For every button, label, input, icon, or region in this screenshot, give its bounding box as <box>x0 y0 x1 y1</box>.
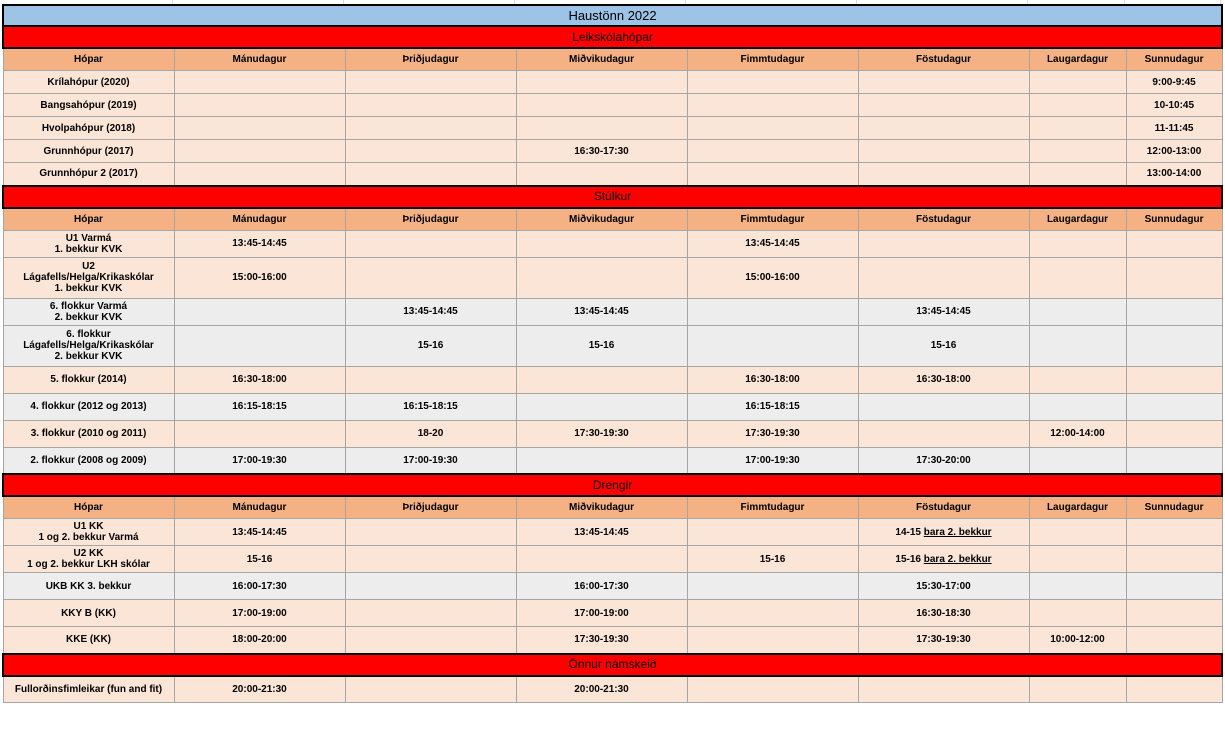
time-cell[interactable] <box>174 420 345 447</box>
time-cell[interactable]: 13:45-14:45 <box>174 519 345 546</box>
header-day[interactable]: Fimmtudagur <box>687 496 858 519</box>
group-name-cell[interactable]: U1 Varmá 1. bekkur KVK <box>3 230 174 257</box>
group-name-cell[interactable]: KKE (KK) <box>3 627 174 654</box>
time-cell[interactable] <box>1126 420 1222 447</box>
table-row <box>3 420 1222 447</box>
group-name-cell[interactable]: KKY B (KK) <box>3 600 174 627</box>
time-cell[interactable] <box>687 573 858 600</box>
time-cell[interactable] <box>345 163 516 186</box>
table-row <box>3 393 1222 420</box>
time-cell[interactable]: 15-16 <box>516 325 687 366</box>
time-cell[interactable] <box>687 163 858 186</box>
time-cell[interactable] <box>345 71 516 94</box>
time-cell[interactable] <box>345 546 516 573</box>
group-name-cell[interactable]: 5. flokkur (2014) <box>3 366 174 393</box>
time-cell[interactable]: 10:00-12:00 <box>1029 627 1126 654</box>
time-cell[interactable] <box>516 393 687 420</box>
header-day[interactable]: Fimmtudagur <box>687 48 858 71</box>
time-cell[interactable]: 17:00-19:00 <box>174 600 345 627</box>
table-row <box>3 600 1222 627</box>
header-day[interactable]: Sunnudagur <box>1126 48 1222 71</box>
group-name-cell[interactable]: 3. flokkur (2010 og 2011) <box>3 420 174 447</box>
group-name-cell[interactable]: 4. flokkur (2012 og 2013) <box>3 393 174 420</box>
time-cell[interactable] <box>516 71 687 94</box>
time-cell[interactable]: 18:00-20:00 <box>174 627 345 654</box>
time-cell[interactable]: 11-11:45 <box>1126 117 1222 140</box>
group-name-cell[interactable]: Grunnhópur 2 (2017) <box>3 163 174 186</box>
header-day[interactable]: Fimmtudagur <box>687 208 858 231</box>
note-underlined: bara 2. bekkur <box>923 553 992 565</box>
header-day[interactable]: Miðvikudagur <box>516 496 687 519</box>
time-cell[interactable] <box>1029 117 1126 140</box>
time-cell[interactable]: 15:30-17:00 <box>858 573 1029 600</box>
table-row <box>3 366 1222 393</box>
table-row <box>3 546 1222 573</box>
group-name-cell[interactable]: U2 Lágafells/Helga/Krikaskólar 1. bekkur KVK <box>3 257 174 298</box>
header-groups[interactable]: Hópar <box>3 208 174 231</box>
header-day[interactable]: Miðvikudagur <box>516 48 687 71</box>
section-title[interactable]: Leikskólahópar <box>3 26 1222 48</box>
header-day[interactable]: Miðvikudagur <box>516 208 687 231</box>
time-cell[interactable] <box>1029 393 1126 420</box>
table-row <box>3 71 1222 94</box>
section-row <box>3 26 1222 48</box>
table-row <box>3 676 1222 703</box>
table-row <box>3 94 1222 117</box>
group-name-cell[interactable]: Fullorðinsfimleikar (fun and fit) <box>3 676 174 703</box>
header-day[interactable]: Laugardagur <box>1029 208 1126 231</box>
time-cell[interactable] <box>1126 298 1222 325</box>
time-cell[interactable] <box>1126 257 1222 298</box>
time-cell[interactable] <box>858 420 1029 447</box>
time-cell[interactable]: 13:45-14:45 <box>516 519 687 546</box>
time-cell[interactable]: 12:00-14:00 <box>1029 420 1126 447</box>
time-cell[interactable] <box>687 140 858 163</box>
header-day[interactable]: Þriðjudagur <box>345 496 516 519</box>
time-cell[interactable] <box>174 117 345 140</box>
time-cell[interactable] <box>345 627 516 654</box>
time-cell[interactable] <box>516 163 687 186</box>
time-cell[interactable]: 13:45-14:45 <box>345 298 516 325</box>
time-cell[interactable] <box>516 230 687 257</box>
time-cell[interactable] <box>858 163 1029 186</box>
header-day[interactable]: Föstudagur <box>858 48 1029 71</box>
time-cell[interactable]: 17:30-19:30 <box>858 627 1029 654</box>
time-cell[interactable] <box>1126 393 1222 420</box>
group-name-cell[interactable]: 6. flokkur Lágafells/Helga/Krikaskólar 2. bekkur KVK <box>3 325 174 366</box>
time-cell[interactable]: 13:45-14:45 <box>687 230 858 257</box>
time-cell[interactable] <box>1029 94 1126 117</box>
time-cell[interactable]: 16:30-18:00 <box>687 366 858 393</box>
group-name-cell[interactable]: 2. flokkur (2008 og 2009) <box>3 447 174 474</box>
time-cell[interactable] <box>1126 600 1222 627</box>
time-cell[interactable]: 17:00-19:00 <box>516 600 687 627</box>
time-cell[interactable] <box>516 94 687 117</box>
time-cell[interactable]: 16:30-17:30 <box>516 140 687 163</box>
group-name-cell[interactable]: Grunnhópur (2017) <box>3 140 174 163</box>
time-cell[interactable] <box>687 71 858 94</box>
schedule-body <box>3 5 1222 703</box>
time-cell[interactable]: 17:00-19:30 <box>174 447 345 474</box>
time-cell[interactable] <box>1126 519 1222 546</box>
time-cell[interactable] <box>858 94 1029 117</box>
header-day[interactable]: Mánudagur <box>174 208 345 231</box>
header-day[interactable]: Mánudagur <box>174 496 345 519</box>
time-cell[interactable] <box>174 71 345 94</box>
time-cell[interactable] <box>687 519 858 546</box>
time-cell[interactable]: 15:00-16:00 <box>174 257 345 298</box>
section-row <box>3 186 1222 208</box>
note-underlined: bara 2. bekkur <box>923 526 992 538</box>
time-cell[interactable]: 17:30-19:30 <box>687 420 858 447</box>
time-cell[interactable]: 17:00-19:30 <box>345 447 516 474</box>
time-cell[interactable] <box>345 230 516 257</box>
time-cell[interactable]: 15-16 <box>687 546 858 573</box>
column-header-row <box>3 208 1222 231</box>
time-cell[interactable] <box>687 117 858 140</box>
sheet-top-gridlines <box>2 0 1221 4</box>
column-header-row <box>3 496 1222 519</box>
header-day[interactable]: Laugardagur <box>1029 48 1126 71</box>
column-header-row <box>3 48 1222 71</box>
time-cell[interactable] <box>1126 573 1222 600</box>
time-cell[interactable] <box>1029 325 1126 366</box>
time-cell[interactable] <box>858 117 1029 140</box>
time-cell[interactable] <box>858 230 1029 257</box>
time-cell[interactable] <box>516 257 687 298</box>
time-cell[interactable] <box>687 325 858 366</box>
time-cell[interactable]: 13:45-14:45 <box>858 298 1029 325</box>
time-cell[interactable] <box>345 519 516 546</box>
time-cell[interactable]: 16:00-17:30 <box>516 573 687 600</box>
time-cell[interactable]: 14-15 bara 2. bekkur <box>858 519 1029 546</box>
time-cell[interactable] <box>345 600 516 627</box>
header-day[interactable]: Sunnudagur <box>1126 496 1222 519</box>
time-cell[interactable] <box>345 573 516 600</box>
time-cell[interactable] <box>1126 325 1222 366</box>
time-cell[interactable]: 16:30-18:30 <box>858 600 1029 627</box>
group-name-cell[interactable]: Krílahópur (2020) <box>3 71 174 94</box>
time-cell[interactable] <box>1029 298 1126 325</box>
time-cell[interactable]: 13:45-14:45 <box>174 230 345 257</box>
time-cell[interactable] <box>1029 230 1126 257</box>
time-cell[interactable] <box>687 627 858 654</box>
time-cell[interactable]: 17:00-19:30 <box>687 447 858 474</box>
time-cell[interactable]: 15-16 <box>345 325 516 366</box>
time-cell[interactable] <box>1126 546 1222 573</box>
time-cell[interactable] <box>1126 366 1222 393</box>
time-cell[interactable] <box>858 140 1029 163</box>
table-row <box>3 163 1222 186</box>
time-cell[interactable] <box>345 366 516 393</box>
time-cell[interactable] <box>174 298 345 325</box>
time-cell[interactable] <box>858 71 1029 94</box>
header-day[interactable]: Þriðjudagur <box>345 208 516 231</box>
time-cell[interactable]: 13:00-14:00 <box>1126 163 1222 186</box>
time-cell[interactable]: 16:00-17:30 <box>174 573 345 600</box>
table-row <box>3 325 1222 366</box>
section-row <box>3 474 1222 496</box>
header-day[interactable]: Mánudagur <box>174 48 345 71</box>
table-row <box>3 117 1222 140</box>
time-cell[interactable] <box>1029 447 1126 474</box>
time-cell[interactable]: 9:00-9:45 <box>1126 71 1222 94</box>
time-cell[interactable]: 13:45-14:45 <box>516 298 687 325</box>
schedule-title[interactable]: Haustönn 2022 <box>3 5 1222 26</box>
time-cell[interactable] <box>858 393 1029 420</box>
time-cell[interactable] <box>1029 71 1126 94</box>
time-cell[interactable]: 16:15-18:15 <box>687 393 858 420</box>
time-cell[interactable] <box>1126 627 1222 654</box>
header-day[interactable]: Föstudagur <box>858 496 1029 519</box>
header-groups[interactable]: Hópar <box>3 496 174 519</box>
header-day[interactable]: Þriðjudagur <box>345 48 516 71</box>
time-cell[interactable] <box>687 94 858 117</box>
table-row <box>3 627 1222 654</box>
group-name-cell[interactable]: UKB KK 3. bekkur <box>3 573 174 600</box>
time-cell[interactable]: 18-20 <box>345 420 516 447</box>
schedule-table <box>2 4 1223 703</box>
group-name-cell[interactable]: 6. flokkur Varmá 2. bekkur KVK <box>3 298 174 325</box>
time-cell[interactable] <box>1029 546 1126 573</box>
time-cell[interactable] <box>1126 676 1222 703</box>
time-cell[interactable]: 16:30-18:00 <box>858 366 1029 393</box>
time-cell[interactable] <box>1029 519 1126 546</box>
section-title[interactable]: Stúlkur <box>3 186 1222 208</box>
time-cell[interactable] <box>174 325 345 366</box>
time-cell[interactable] <box>858 676 1029 703</box>
time-cell[interactable] <box>516 447 687 474</box>
table-row <box>3 519 1222 546</box>
time-cell[interactable] <box>1126 447 1222 474</box>
time-cell[interactable] <box>1126 230 1222 257</box>
time-cell[interactable]: 15-16 <box>174 546 345 573</box>
group-name-cell[interactable]: Bangsahópur (2019) <box>3 94 174 117</box>
time-cell[interactable] <box>345 140 516 163</box>
time-cell[interactable] <box>345 117 516 140</box>
time-cell[interactable] <box>687 676 858 703</box>
table-row <box>3 573 1222 600</box>
header-groups[interactable]: Hópar <box>3 48 174 71</box>
time-cell[interactable] <box>174 140 345 163</box>
time-cell[interactable]: 17:30-19:30 <box>516 627 687 654</box>
time-cell[interactable] <box>516 117 687 140</box>
header-day[interactable]: Sunnudagur <box>1126 208 1222 231</box>
table-row <box>3 140 1222 163</box>
section-title[interactable]: Drengir <box>3 474 1222 496</box>
time-cell[interactable]: 16:30-18:00 <box>174 366 345 393</box>
time-cell[interactable]: 17:30-19:30 <box>516 420 687 447</box>
group-name-cell[interactable]: U2 KK 1 og 2. bekkur LKH skólar <box>3 546 174 573</box>
time-cell[interactable] <box>345 676 516 703</box>
time-cell[interactable]: 12:00-13:00 <box>1126 140 1222 163</box>
time-cell[interactable]: 17:30-20:00 <box>858 447 1029 474</box>
time-cell[interactable] <box>687 600 858 627</box>
header-day[interactable]: Laugardagur <box>1029 496 1126 519</box>
time-cell[interactable]: 20:00-21:30 <box>516 676 687 703</box>
table-row <box>3 447 1222 474</box>
time-cell[interactable]: 16:15-18:15 <box>174 393 345 420</box>
time-cell[interactable]: 16:15-18:15 <box>345 393 516 420</box>
time-cell[interactable] <box>174 94 345 117</box>
time-cell[interactable]: 10-10:45 <box>1126 94 1222 117</box>
time-cell[interactable] <box>1029 163 1126 186</box>
group-name-cell[interactable]: U1 KK 1 og 2. bekkur Varmá <box>3 519 174 546</box>
time-cell[interactable] <box>858 257 1029 298</box>
table-row <box>3 230 1222 257</box>
table-row <box>3 298 1222 325</box>
section-title[interactable]: Önnur námskeið <box>3 654 1222 676</box>
time-cell[interactable] <box>516 366 687 393</box>
time-cell[interactable] <box>516 546 687 573</box>
time-cell[interactable]: 15-16 <box>858 325 1029 366</box>
time-cell[interactable] <box>1029 366 1126 393</box>
time-cell[interactable] <box>1029 600 1126 627</box>
schedule-sheet <box>2 0 1221 703</box>
time-cell[interactable]: 20:00-21:30 <box>174 676 345 703</box>
header-day[interactable]: Föstudagur <box>858 208 1029 231</box>
time-cell[interactable] <box>345 257 516 298</box>
title-row <box>3 5 1222 26</box>
section-row <box>3 654 1222 676</box>
time-cell[interactable] <box>1029 676 1126 703</box>
group-name-cell[interactable]: Hvolpahópur (2018) <box>3 117 174 140</box>
time-cell[interactable] <box>174 163 345 186</box>
time-cell[interactable] <box>1029 140 1126 163</box>
time-cell[interactable]: 15-16 bara 2. bekkur <box>858 546 1029 573</box>
time-cell[interactable] <box>1029 257 1126 298</box>
time-cell[interactable] <box>345 94 516 117</box>
table-row <box>3 257 1222 298</box>
time-cell[interactable] <box>687 298 858 325</box>
time-cell[interactable]: 15:00-16:00 <box>687 257 858 298</box>
time-cell[interactable] <box>1029 573 1126 600</box>
